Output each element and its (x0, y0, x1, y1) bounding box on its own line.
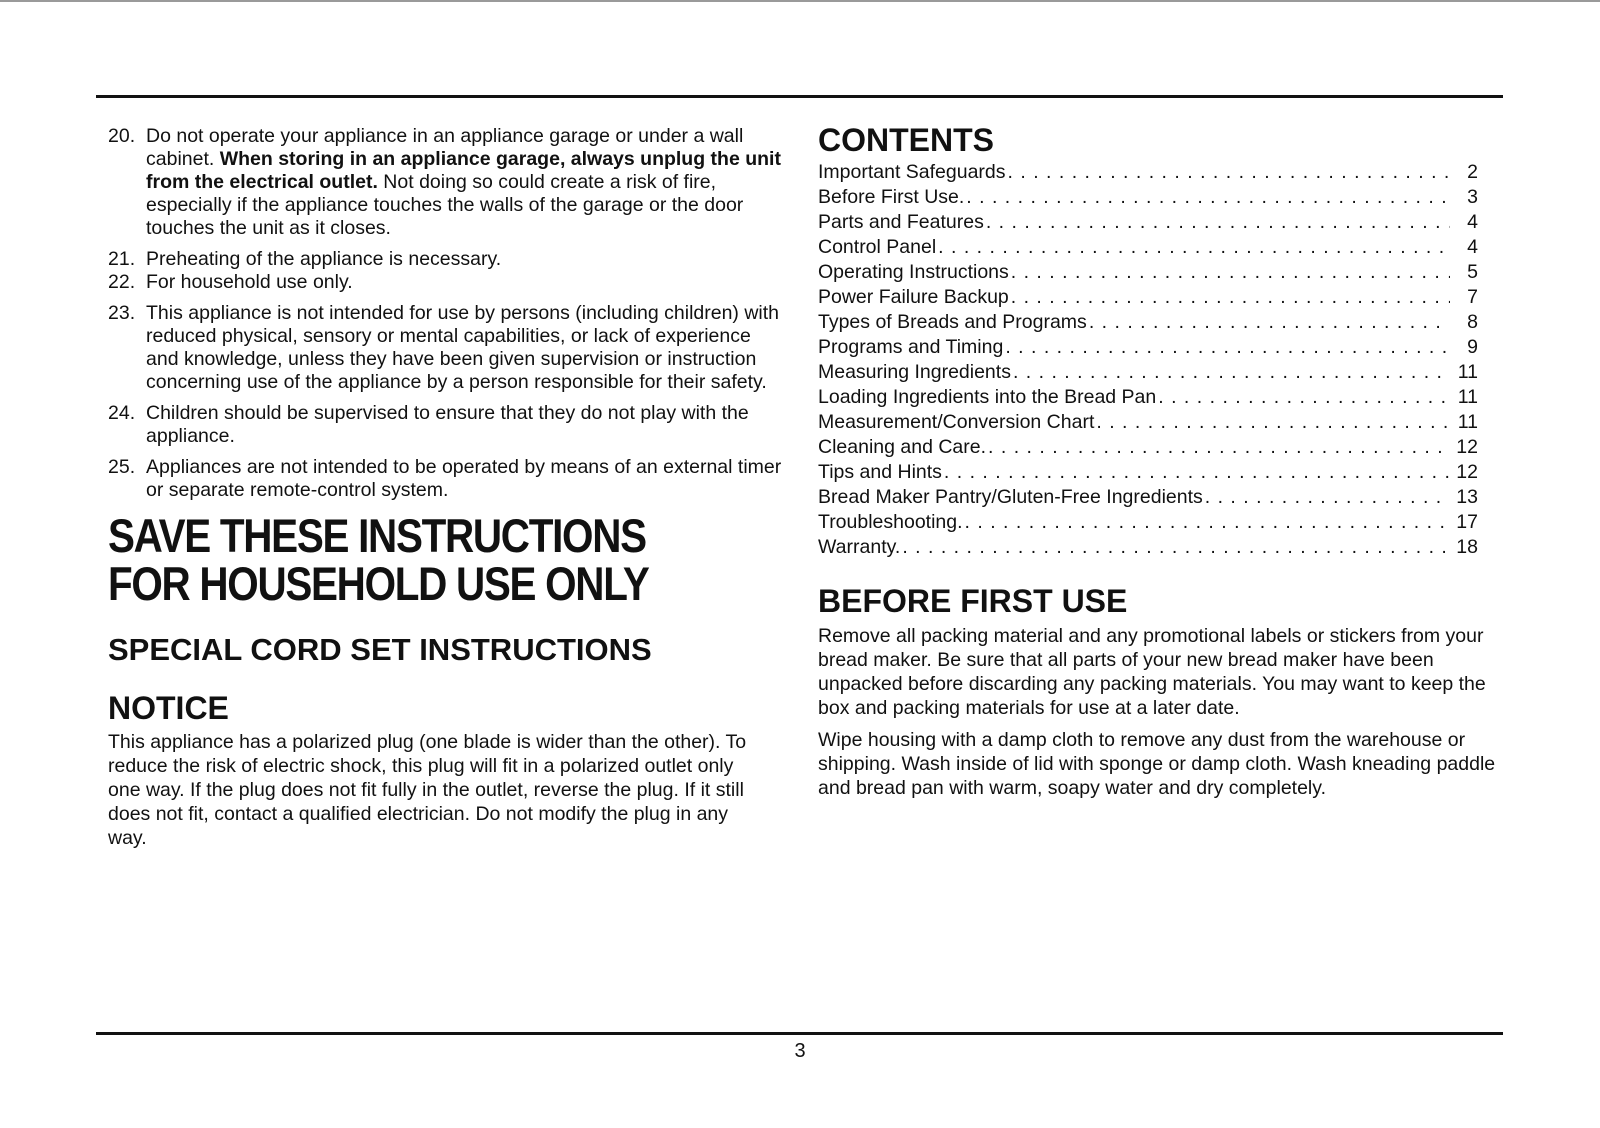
save-heading-line-2: FOR HOUSEHOLD USE ONLY (108, 557, 649, 610)
toc-label: Operating Instructions (818, 261, 1009, 283)
save-heading-line-1: SAVE THESE INSTRUCTIONS (108, 509, 646, 562)
toc-label: Cleaning and Care. (818, 436, 987, 458)
toc-leader-dots (1005, 335, 1450, 360)
toc-leader-dots (1011, 285, 1450, 310)
safeguard-item-24 (108, 402, 788, 448)
toc-entry[interactable] (818, 460, 1478, 485)
toc-entry[interactable] (818, 485, 1478, 510)
toc-page-number: 11 (1457, 411, 1478, 433)
before-first-use-paragraph-2: Wipe housing with a damp cloth to remove any dust from the warehouse or shipping. Wash inside of lid with sponge or damp cloth. Wash kneading paddle and bread pan with warm, soapy water and dry completely. (818, 729, 1496, 799)
notice-body: This appliance has a polarized plug (one blade is wider than the other). To reduce the risk of electric shock, this plug will fit in a polarized outlet only one way. If the plug does not fit fully in the outlet, reverse the plug. If it still does not fit, contact a qualified electrician. Do not modify the plug in any way. (108, 731, 747, 849)
toc-entry[interactable] (818, 285, 1478, 310)
toc-leader-dots (938, 235, 1450, 260)
footer-rule (96, 1032, 1503, 1035)
toc-entry[interactable] (818, 235, 1478, 260)
toc-entry[interactable] (818, 385, 1478, 410)
item-text: Do not operate your appliance in an appliance garage or under a wall cabinet. (146, 125, 744, 170)
toc-leader-dots (986, 210, 1450, 235)
toc-leader-dots (966, 185, 1450, 210)
before-first-use-paragraph-1: Remove all packing material and any promotional labels or stickers from your bread maker. Be sure that all parts of your new bread maker have been unpacked before discarding any packing materials. You may want to keep the box and packing materials for use at a later date. (818, 625, 1486, 719)
toc-leader-dots (1158, 385, 1450, 410)
safeguard-item-21 (108, 248, 788, 271)
toc-entry[interactable] (818, 410, 1478, 435)
toc-leader-dots (1205, 485, 1450, 510)
toc-label: Loading Ingredients into the Bread Pan (818, 386, 1157, 408)
safeguard-item-20 (108, 125, 788, 240)
toc-leader-dots (1096, 410, 1450, 435)
header-rule (96, 95, 1503, 98)
before-first-use-heading: BEFORE FIRST USE (818, 583, 1128, 619)
toc-page-number: 12 (1456, 436, 1478, 458)
item-number: 24. (108, 402, 136, 424)
right-column (818, 120, 1498, 800)
cord-set-heading: SPECIAL CORD SET INSTRUCTIONS (108, 632, 652, 667)
toc-page-number: 11 (1457, 386, 1478, 408)
toc-entry[interactable] (818, 160, 1478, 185)
toc-leader-dots (1089, 310, 1450, 335)
toc-label: Important Safeguards (818, 161, 1006, 183)
toc-leader-dots (1008, 160, 1450, 185)
toc-entry[interactable] (818, 210, 1478, 235)
item-text: Appliances are not intended to be operated by means of an external timer or separate remote-control system. (146, 456, 782, 501)
toc-page-number: 4 (1467, 211, 1478, 233)
item-text: Children should be supervised to ensure that they do not play with the appliance. (146, 402, 749, 447)
toc-label: Programs and Timing (818, 336, 1004, 358)
toc-label: Tips and Hints (818, 461, 942, 483)
toc-entry[interactable] (818, 260, 1478, 285)
toc-label: Before First Use. (818, 186, 965, 208)
toc-label: Warranty. (818, 536, 901, 558)
item-text: This appliance is not intended for use by persons (including children) with reduced physical, sensory or mental capabilities, or lack of experience and knowledge, unless they have been given supervision or instruction concerning use of the appliance by a person responsible for their safety. (146, 302, 780, 393)
toc-page-number: 12 (1456, 461, 1478, 483)
toc-label: Measuring Ingredients (818, 361, 1011, 383)
toc-entry[interactable] (818, 535, 1478, 560)
contents-heading: CONTENTS (818, 122, 994, 158)
toc-label: Control Panel (818, 236, 937, 258)
safeguard-item-22 (108, 271, 788, 294)
toc-page-number: 5 (1467, 261, 1478, 283)
toc-leader-dots (965, 510, 1450, 535)
safeguard-item-23 (108, 302, 788, 394)
item-number: 23. (108, 302, 136, 324)
toc-entry[interactable] (818, 185, 1478, 210)
toc-page-number: 4 (1467, 236, 1478, 258)
notice-heading: NOTICE (108, 690, 229, 726)
toc-entry[interactable] (818, 335, 1478, 360)
item-number: 25. (108, 456, 136, 478)
toc-leader-dots (1013, 360, 1450, 385)
toc-page-number: 3 (1467, 186, 1478, 208)
toc-entry[interactable] (818, 360, 1478, 385)
toc-label: Measurement/Conversion Chart (818, 411, 1095, 433)
save-instructions-heading (108, 509, 693, 610)
item-text: Preheating of the appliance is necessary. (146, 248, 502, 270)
toc-label: Power Failure Backup (818, 286, 1009, 308)
toc-page-number: 18 (1456, 536, 1478, 558)
left-column (108, 125, 788, 850)
toc-entry[interactable] (818, 310, 1478, 335)
toc-page-number: 9 (1467, 336, 1478, 358)
page-top-edge (0, 0, 1600, 2)
item-text: For household use only. (146, 271, 353, 293)
safeguards-list (108, 125, 788, 502)
item-number: 22. (108, 271, 136, 293)
table-of-contents (818, 160, 1478, 560)
safeguard-item-25 (108, 456, 788, 502)
item-number: 21. (108, 248, 136, 270)
page-number: 3 (794, 1040, 806, 1062)
toc-page-number: 13 (1456, 486, 1478, 508)
toc-label: Types of Breads and Programs (818, 311, 1087, 333)
toc-leader-dots (1011, 260, 1450, 285)
toc-entry[interactable] (818, 435, 1478, 460)
toc-entry[interactable] (818, 510, 1478, 535)
toc-page-number: 11 (1457, 361, 1478, 383)
toc-page-number: 7 (1467, 286, 1478, 308)
item-text-bold: When storing in an appliance garage, always unplug the unit from the electrical outlet. (146, 148, 781, 193)
item-text: Not doing so could create a risk of fire, especially if the appliance touches the walls of the garage or the door touches the unit as it closes. (146, 171, 744, 239)
toc-label: Parts and Features (818, 211, 984, 233)
toc-page-number: 8 (1467, 311, 1478, 333)
toc-label: Troubleshooting. (818, 511, 963, 533)
toc-label: Bread Maker Pantry/Gluten-Free Ingredients (818, 486, 1203, 508)
toc-page-number: 2 (1467, 161, 1478, 183)
toc-page-number: 17 (1456, 511, 1478, 533)
toc-leader-dots (988, 435, 1450, 460)
item-number: 20. (108, 125, 136, 147)
toc-leader-dots (902, 535, 1450, 560)
toc-leader-dots (944, 460, 1450, 485)
